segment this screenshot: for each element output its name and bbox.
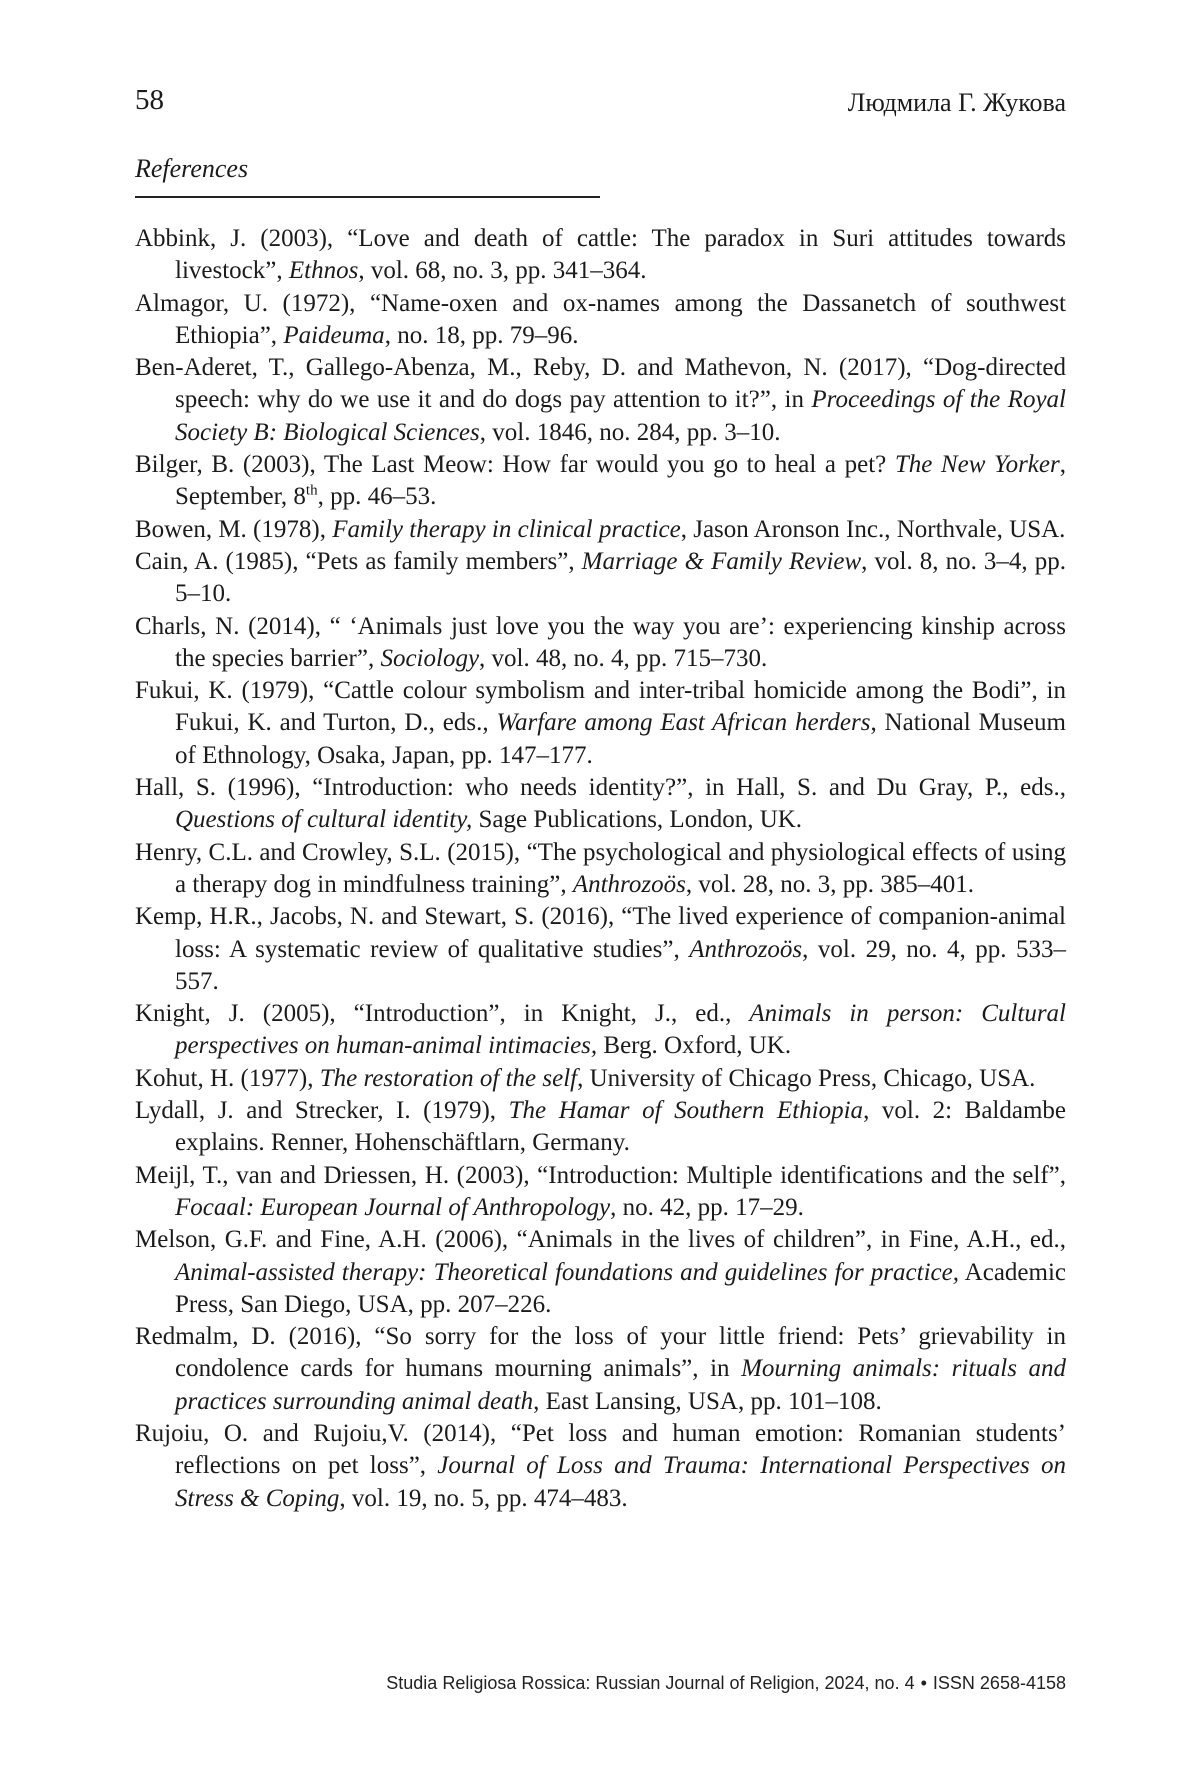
reference-text: , vol. 19, no. 5, pp. 474–483. bbox=[339, 1484, 628, 1512]
reference-text: Melson, G.F. and Fine, A.H. (2006), “Animals in the lives of children”, in Fine, A.H., ed., bbox=[135, 1226, 1066, 1254]
reference-source-title: Ethnos bbox=[288, 257, 359, 285]
reference-text: Almagor, U. (1972), “Name-oxen and ox-names among the Dassanetch of southwest Ethiopia”, bbox=[135, 289, 1066, 349]
reference-source-title: Mourning animals: rituals and practices surrounding animal death bbox=[175, 1355, 1066, 1415]
reference-text: Henry, C.L. and Crowley, S.L. (2015), “The psychological and physiological effects of using a therapy dog in mindfulness training”, bbox=[135, 838, 1066, 898]
section-title-underline bbox=[135, 196, 600, 198]
reference-entry bbox=[135, 837, 1066, 902]
reference-entry bbox=[135, 998, 1066, 1063]
reference-entry bbox=[135, 772, 1066, 837]
reference-entry bbox=[135, 1063, 1066, 1095]
reference-text: , vol. 68, no. 3, pp. 341–364. bbox=[358, 257, 647, 285]
reference-text: Knight, J. (2005), “Introduction”, in Knight, J., ed., bbox=[135, 1000, 750, 1028]
reference-text: Fukui, K. (1979), “Cattle colour symbolism and inter-tribal homicide among the Bodi”, in Fukui, K. and Turton, D., eds., bbox=[135, 677, 1066, 737]
running-header-author: Людмила Г. Жукова bbox=[847, 88, 1066, 117]
reference-source-title: Marriage & Family Review bbox=[581, 547, 862, 575]
reference-text: , vol. 28, no. 3, pp. 385–401. bbox=[685, 870, 975, 898]
reference-text: , vol. 2: Baldambe explains. Renner, Hohenschäftlarn, Germany. bbox=[175, 1097, 1067, 1157]
references-list bbox=[135, 223, 1066, 1515]
reference-text: , University of Chicago Press, Chicago, USA. bbox=[577, 1064, 1036, 1092]
reference-source-title: Focaal: European Journal of Anthropology bbox=[175, 1193, 611, 1221]
reference-entry bbox=[135, 611, 1066, 676]
reference-text: , vol. 1846, no. 284, pp. 3–10. bbox=[479, 418, 781, 446]
reference-source-title: Sociology bbox=[380, 644, 480, 672]
reference-source-title: Anthrozoös bbox=[572, 870, 686, 898]
reference-text: Hall, S. (1996), “Introduction: who needs identity?”, in Hall, S. and Du Gray, P., eds., bbox=[135, 774, 1066, 802]
reference-source-title: The New Yorker bbox=[894, 451, 1060, 479]
reference-text: Ben-Aderet, T., Gallego-Abenza, M., Reby, D. and Mathevon, N. (2017), “Dog-directed speech: why do we use it and do dogs pay attention to it?”, in bbox=[135, 354, 1066, 414]
reference-text: , pp. 46–53. bbox=[317, 483, 437, 511]
reference-text: Abbink, J. (2003), “Love and death of cattle: The paradox in Suri attitudes towards livestock”, bbox=[135, 225, 1066, 285]
reference-entry bbox=[135, 352, 1066, 449]
reference-text: Cain, A. (1985), “Pets as family members”, bbox=[135, 547, 582, 575]
reference-text: , September, 8 bbox=[175, 451, 1066, 511]
reference-text: Bilger, B. (2003), The Last Meow: How far would you go to heal a pet? bbox=[135, 451, 895, 479]
reference-entry bbox=[135, 1095, 1066, 1160]
reference-text: , no. 42, pp. 17–29. bbox=[610, 1193, 804, 1221]
reference-text: Kemp, H.R., Jacobs, N. and Stewart, S. (2016), “The lived experience of companion-animal loss: A systematic review of qualitative studies”, bbox=[135, 903, 1066, 963]
reference-entry bbox=[135, 546, 1066, 611]
reference-text: Redmalm, D. (2016), “So sorry for the loss of your little friend: Pets’ grievability in condolence cards for humans mourning animals”, in bbox=[135, 1323, 1066, 1383]
footer-journal-info bbox=[386, 1674, 1066, 1692]
page-number: 58 bbox=[135, 84, 164, 116]
footer-issn: ISSN 2658-4158 bbox=[932, 1673, 1066, 1693]
section-title-references: References bbox=[135, 154, 249, 183]
reference-source-title: The Hamar of Southern Ethiopia bbox=[508, 1097, 864, 1125]
reference-text: , vol. 48, no. 4, pp. 715–730. bbox=[479, 644, 768, 672]
reference-source-title: Warfare among East African herders bbox=[496, 709, 871, 737]
reference-text: , Jason Aronson Inc., Northvale, USA. bbox=[680, 515, 1066, 543]
reference-entry bbox=[135, 514, 1066, 546]
reference-text: Rujoiu, O. and Rujoiu,V. (2014), “Pet loss and human emotion: Romanian students’ reflections on pet loss”, bbox=[135, 1419, 1066, 1480]
reference-text: Charls, N. (2014), “ ‘Animals just love you the way you are’: experiencing kinship across the species barrier”, bbox=[135, 612, 1066, 672]
reference-entry bbox=[135, 1224, 1066, 1321]
reference-entry bbox=[135, 223, 1066, 288]
reference-text: , vol. 8, no. 3–4, pp. 5–10. bbox=[175, 547, 1066, 608]
reference-source-title: Anthrozoös bbox=[689, 935, 803, 963]
reference-source-title: Questions of cultural identity, bbox=[175, 806, 473, 834]
reference-source-title: Animals in person: Cultural perspectives on human-animal intimacies, bbox=[175, 1000, 1066, 1060]
reference-text: , vol. 29, no. 4, pp. 533–557. bbox=[175, 935, 1066, 995]
reference-text: Sage Publications, London, UK. bbox=[472, 806, 803, 834]
reference-entry bbox=[135, 1160, 1066, 1225]
reference-text: Academic Press, San Diego, USA, pp. 207–226. bbox=[175, 1258, 1066, 1318]
reference-text: , East Lansing, USA, pp. 101–108. bbox=[533, 1387, 882, 1415]
reference-entry bbox=[135, 449, 1066, 514]
footer-separator: • bbox=[920, 1673, 927, 1693]
reference-text: , National Museum of Ethnology, Osaka, Japan, pp. 147–177. bbox=[175, 709, 1066, 769]
reference-text: Kohut, H. (1977), bbox=[135, 1064, 320, 1092]
reference-source-title: Journal of Loss and Trauma: International Perspectives on Stress & Coping bbox=[175, 1452, 1066, 1512]
reference-text: Bowen, M. (1978), bbox=[135, 515, 333, 543]
reference-entry bbox=[135, 901, 1066, 998]
reference-entry bbox=[135, 675, 1066, 772]
reference-text: , no. 18, pp. 79–96. bbox=[384, 321, 579, 349]
reference-entry bbox=[135, 1418, 1066, 1515]
reference-source-title: Animal-assisted therapy: Theoretical foundations and guidelines for practice, bbox=[175, 1258, 959, 1286]
reference-entry bbox=[135, 1321, 1066, 1418]
reference-text: Berg. Oxford, UK. bbox=[597, 1032, 792, 1060]
reference-text: Lydall, J. and Strecker, I. (1979), bbox=[135, 1097, 509, 1125]
reference-source-title: Proceedings of the Royal Society B: Biological Sciences bbox=[175, 386, 1066, 446]
footer-journal-title: Studia Religiosa Rossica: Russian Journal of Religion, 2024, no. 4 bbox=[386, 1673, 915, 1693]
reference-entry bbox=[135, 288, 1066, 353]
reference-text: Meijl, T., van and Driessen, H. (2003), “Introduction: Multiple identifications and the self”, bbox=[135, 1161, 1066, 1189]
reference-source-title: The restoration of the self bbox=[319, 1064, 578, 1092]
reference-superscript: th bbox=[305, 483, 318, 500]
reference-source-title: Paideuma bbox=[283, 321, 385, 349]
reference-source-title: Family therapy in clinical practice bbox=[332, 515, 681, 543]
